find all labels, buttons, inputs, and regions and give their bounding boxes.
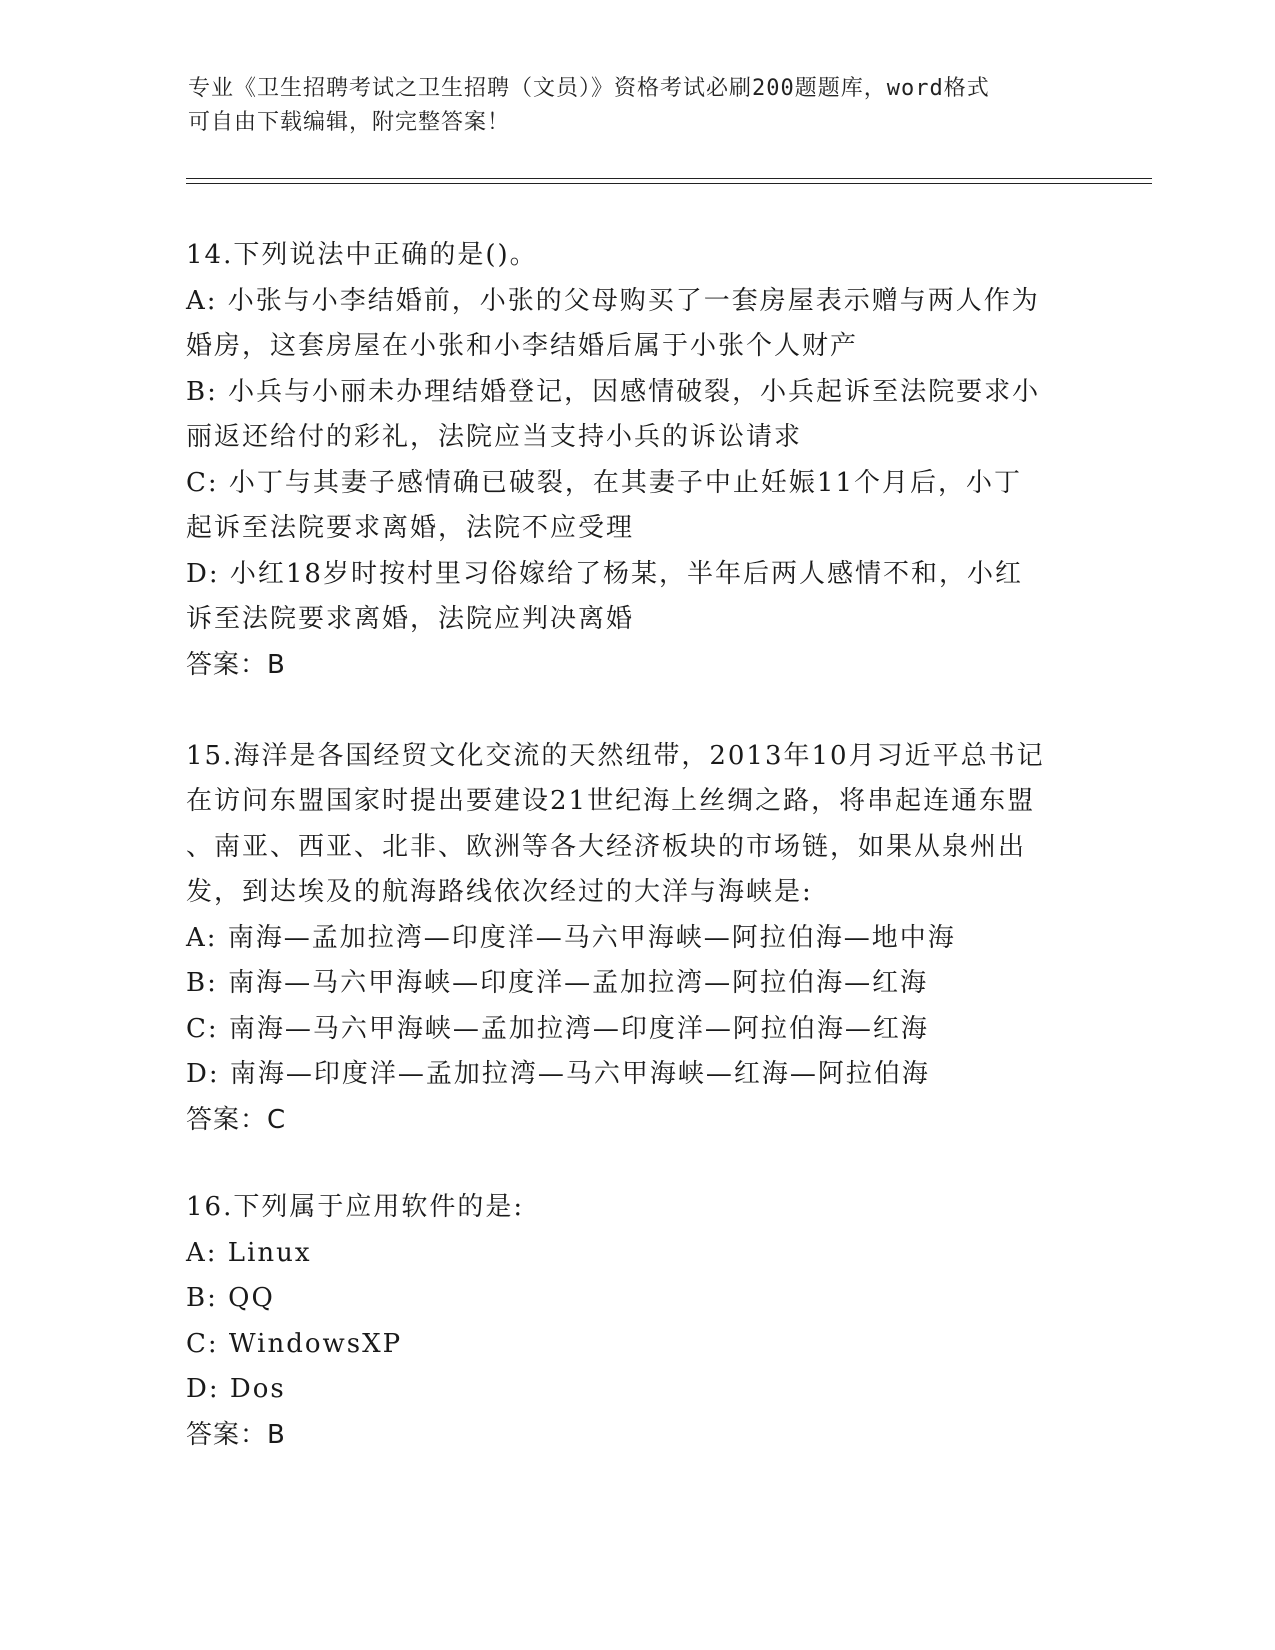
option-line: B: 小兵与小丽未办理结婚登记，因感情破裂，小兵起诉至法院要求小 [186,376,1041,407]
spacer [186,688,1086,734]
option-line: 诉至法院要求离婚，法院应判决离婚 [186,604,635,634]
question-text: 16.下列属于应用软件的是: [186,1192,525,1222]
header-divider-bottom [186,183,1152,184]
header-line-2: 可自由下载编辑，附完整答案！ [188,110,511,135]
question-text: 在访问东盟国家时提出要建设21世纪海上丝绸之路，将串起连通东盟 [186,786,1036,816]
option-line: B: 南海—马六甲海峡—印度洋—孟加拉湾—阿拉伯海—红海 [186,968,929,998]
option-line: D: 南海—印度洋—孟加拉湾—马六甲海峡—红海—阿拉伯海 [186,1059,930,1089]
answer-label: 答案：B [186,649,286,680]
header-line-1: 专业《卫生招聘考试之卫生招聘（文员）》资格考试必刷200题题库，word格式 [188,76,990,101]
option-line: B: QQ [186,1283,275,1313]
question-15 [186,734,1086,1144]
question-list [186,233,1086,1458]
question-text: 发，到达埃及的航海路线依次经过的大洋与海峡是: [186,877,813,907]
option-line: D: Dos [186,1374,286,1404]
option-line: C: 南海—马六甲海峡—孟加拉湾—印度洋—阿拉伯海—红海 [186,1013,929,1044]
option-line: C: 小丁与其妻子感情确已破裂，在其妻子中止妊娠11个月后，小丁 [186,467,1023,498]
header-divider-top [186,178,1152,179]
question-text: 、南亚、西亚、北非、欧洲等各大经济板块的市场链，如果从泉州出 [186,831,1027,862]
question-text: 15.海洋是各国经贸文化交流的天然纽带，2013年10月习近平总书记 [186,740,1045,771]
option-line: 起诉至法院要求离婚，法院不应受理 [186,513,635,543]
spacer [186,1143,1086,1185]
question-16 [186,1185,1086,1458]
option-line: 丽返还给付的彩礼，法院应当支持小兵的诉讼请求 [186,422,803,452]
option-line: 婚房，这套房屋在小张和小李结婚后属于小张个人财产 [186,331,859,361]
answer-label: 答案：C [186,1104,287,1135]
option-line: A: Linux [186,1237,312,1268]
answer-label: 答案：B [186,1419,286,1450]
option-line: A: 小张与小李结婚前，小张的父母购买了一套房屋表示赠与两人作为 [186,285,1040,316]
option-line: C: WindowsXP [186,1328,403,1359]
question-14 [186,233,1086,688]
document-header [188,72,1068,140]
option-line: D: 小红18岁时按村里习俗嫁给了杨某，半年后两人感情不和，小红 [186,558,1023,589]
question-text: 14.下列说法中正确的是()。 [186,240,538,270]
option-line: A: 南海—孟加拉湾—印度洋—马六甲海峡—阿拉伯海—地中海 [186,922,956,953]
